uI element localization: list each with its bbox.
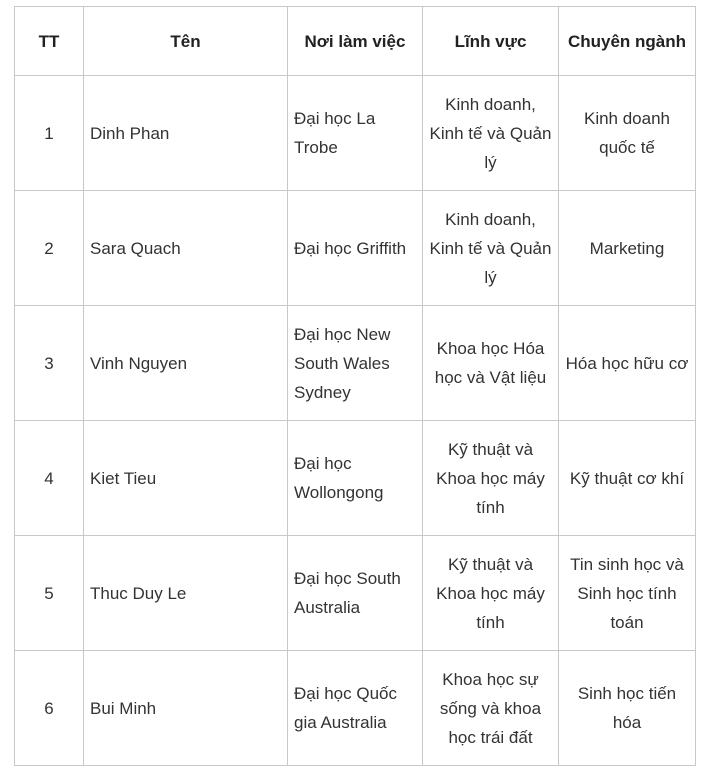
cell-ten: Thuc Duy Le xyxy=(84,536,288,651)
cell-tt: 1 xyxy=(15,76,84,191)
cell-ten: Sara Quach xyxy=(84,191,288,306)
cell-chuyen-nganh: Marketing xyxy=(559,191,696,306)
table-row xyxy=(15,421,696,536)
header-ten: Tên xyxy=(84,7,288,76)
cell-linh-vuc: Khoa học Hóa học và Vật liệu xyxy=(423,306,559,421)
cell-noi-lam-viec: Đại học La Trobe xyxy=(288,76,423,191)
cell-chuyen-nganh: Kỹ thuật cơ khí xyxy=(559,421,696,536)
table-row xyxy=(15,536,696,651)
cell-linh-vuc: Kinh doanh, Kinh tế và Quản lý xyxy=(423,76,559,191)
header-noi-lam-viec: Nơi làm việc xyxy=(288,7,423,76)
cell-noi-lam-viec: Đại học New South Wales Sydney xyxy=(288,306,423,421)
cell-linh-vuc: Khoa học sự sống và khoa học trái đất xyxy=(423,651,559,766)
researchers-table xyxy=(14,6,696,766)
cell-chuyen-nganh: Kinh doanh quốc tế xyxy=(559,76,696,191)
cell-chuyen-nganh: Hóa học hữu cơ xyxy=(559,306,696,421)
header-row xyxy=(15,7,696,76)
cell-tt: 5 xyxy=(15,536,84,651)
cell-linh-vuc: Kinh doanh, Kinh tế và Quản lý xyxy=(423,191,559,306)
table-row xyxy=(15,76,696,191)
header-linh-vuc: Lĩnh vực xyxy=(423,7,559,76)
cell-ten: Vinh Nguyen xyxy=(84,306,288,421)
cell-noi-lam-viec: Đại học South Australia xyxy=(288,536,423,651)
cell-tt: 3 xyxy=(15,306,84,421)
table-row xyxy=(15,306,696,421)
cell-noi-lam-viec: Đại học Griffith xyxy=(288,191,423,306)
table-row xyxy=(15,191,696,306)
table-row xyxy=(15,651,696,766)
cell-ten: Bui Minh xyxy=(84,651,288,766)
cell-ten: Kiet Tieu xyxy=(84,421,288,536)
cell-tt: 4 xyxy=(15,421,84,536)
cell-noi-lam-viec: Đại học Wollongong xyxy=(288,421,423,536)
cell-linh-vuc: Kỹ thuật và Khoa học máy tính xyxy=(423,421,559,536)
cell-ten: Dinh Phan xyxy=(84,76,288,191)
cell-chuyen-nganh: Sinh học tiến hóa xyxy=(559,651,696,766)
header-tt: TT xyxy=(15,7,84,76)
cell-chuyen-nganh: Tin sinh học và Sinh học tính toán xyxy=(559,536,696,651)
cell-tt: 2 xyxy=(15,191,84,306)
cell-linh-vuc: Kỹ thuật và Khoa học máy tính xyxy=(423,536,559,651)
header-chuyen-nganh: Chuyên ngành xyxy=(559,7,696,76)
cell-noi-lam-viec: Đại học Quốc gia Australia xyxy=(288,651,423,766)
cell-tt: 6 xyxy=(15,651,84,766)
